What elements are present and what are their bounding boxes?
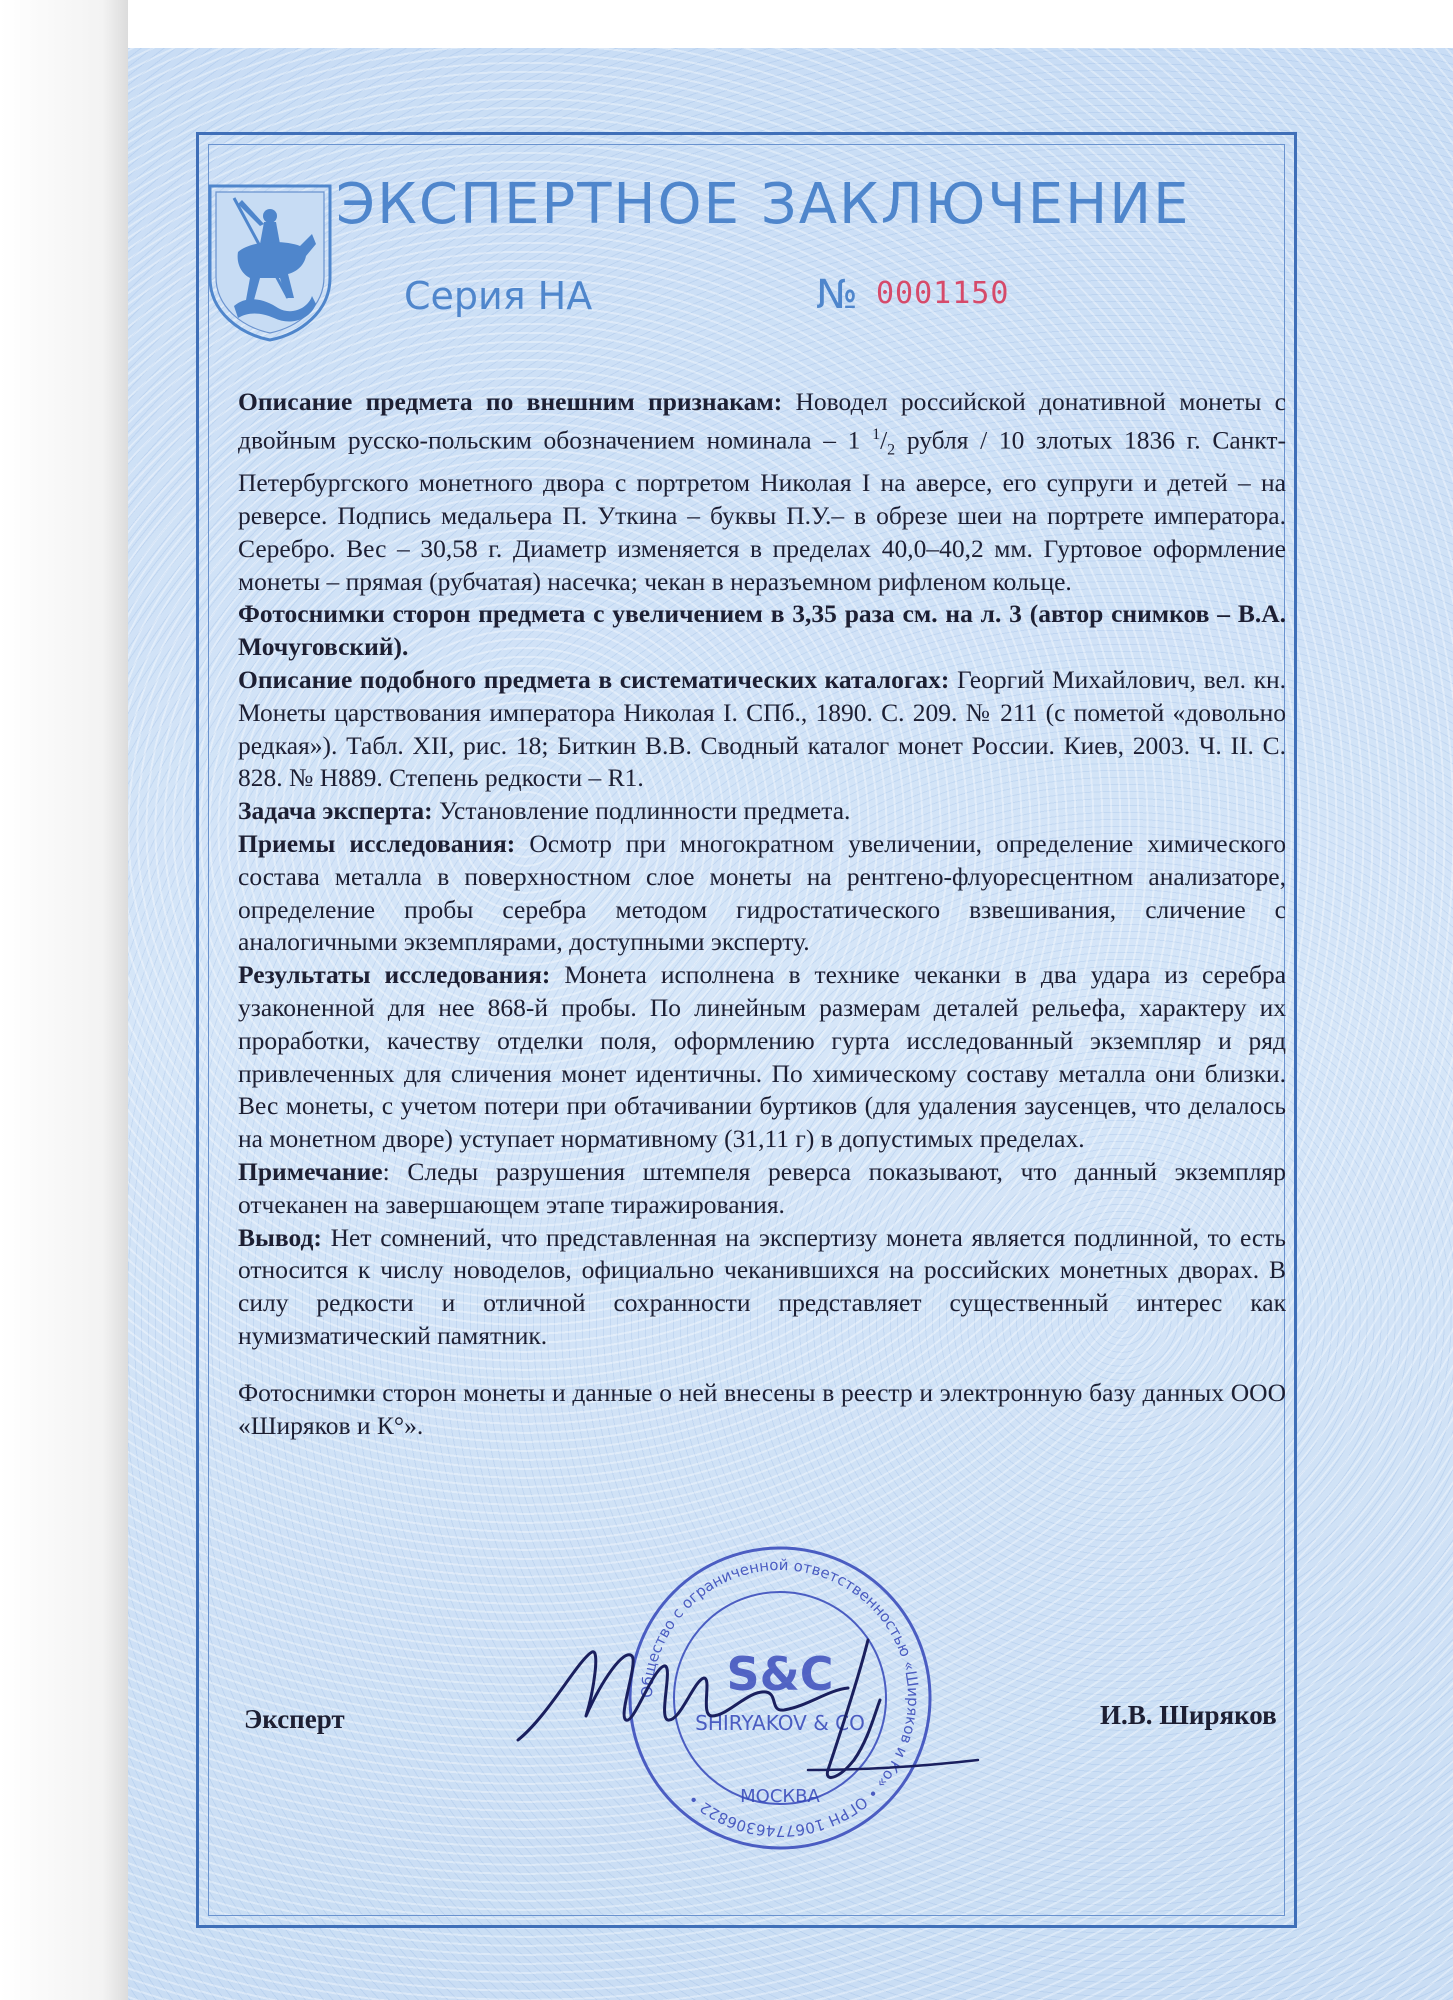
page-binding-edge bbox=[0, 0, 128, 2000]
stamp-center-text: SHIRYAKOV & CO bbox=[695, 1711, 865, 1735]
section-heading: Описание подобного предмета в систематических каталогах: bbox=[238, 664, 950, 694]
section-heading: Фотоснимки сторон предмета с увеличением в 3,35 раза см. на л. 3 (автор снимков – В.А. Мочуговский). bbox=[238, 599, 1286, 662]
section-photos bbox=[238, 598, 1286, 664]
section-results bbox=[238, 959, 1286, 1156]
section-note bbox=[238, 1156, 1286, 1222]
section-heading: Задача эксперта: bbox=[238, 796, 433, 826]
section-methods bbox=[238, 828, 1286, 959]
handwritten-signature bbox=[508, 1620, 1008, 1810]
section-text: : Следы разрушения штемпеля реверса показывают, что данный экземпляр отчеканен на завершающем этапе тиражирования. bbox=[238, 1156, 1286, 1219]
section-heading: Приемы исследования: bbox=[238, 828, 516, 858]
section-description: Описание предмета по внешним признакам: Новодел российской донативной монеты с двойным русско-польским обозначением номинала – 1 $^1/_2$ рубля / 10 злотых 1836 г. Санкт-Петербургского монетного двора с портретом Николая I на аверсе, его супруги и детей – на реверсе. Подпись медальера П. Уткина – буквы П.У.– в обрезе шеи на портрете императора. Серебро. Вес – 30,58 г. Диаметр изменяется в пределах 40,0–40,2 мм. Гуртовое оформление монеты – прямая (рубчатая) насечка; чекан в неразъемном рифленом кольце. bbox=[238, 387, 1286, 596]
stamp-ring-text: Общество с ограниченной ответственностью «Ширяков и Ко» • ОГРН 1067746306822 • bbox=[637, 1555, 923, 1841]
fraction-denominator: 2 bbox=[887, 441, 896, 459]
number-sign: № bbox=[816, 272, 858, 318]
stamp-logo: S&C bbox=[726, 1647, 834, 1701]
section-heading: Описание предмета по внешним признакам: bbox=[238, 387, 783, 416]
section-text: рубля / 10 злотых 1836 г. Санкт-Петербургского монетного двора с портретом Николая I на аверсе, его супруги и детей – на реверсе. Подпись медальера П. Уткина – буквы П.У.– в обрезе шеи на портрете императора. Серебро. Вес – 30,58 г. Диаметр изменяется в пределах 40,0–40,2 мм. Гуртовое оформление монеты – прямая (рубчатая) насечка; чекан в неразъемном рифленом кольце. bbox=[238, 425, 1286, 596]
section-heading: Результаты исследования: bbox=[238, 960, 551, 990]
expert-label: Эксперт bbox=[244, 1704, 345, 1734]
section-text: Георгий Михайлович, вел. кн. Монеты царствования императора Николая I. СПб., 1890. С. 209. № 211 (с пометой «довольно редкая»). Табл. XII, рис. 18; Биткин В.В. Сводный каталог монет России. Киев, 2003. Ч. II. С. 828. № Н889. Степень редкости – R1. bbox=[238, 664, 1286, 793]
expert-name: И.В. Ширяков bbox=[1100, 1700, 1277, 1730]
section-catalogs bbox=[238, 664, 1286, 795]
moscow-coat-of-arms-icon bbox=[204, 182, 336, 342]
fraction-numerator: 1 bbox=[872, 425, 881, 443]
spacer bbox=[238, 1353, 1286, 1377]
section-text: Нет сомнений, что представленная на экспертизу монета является подлинной, то есть относится к числу новоделов, официально чеканившихся на российских монетных дворах. В силу редкости и отличной сохранности представляет существенный интерес как нумизматический памятник. bbox=[238, 1222, 1286, 1350]
section-text: Монета исполнена в технике чеканки в два удара из серебра узаконенной для нее 868-й пробы. По линейным размерам деталей рельефа, характеру их проработки, качеству отделки поля, оформлению гурта исследованный экземпляр и ряд привлеченных для сличения монет идентичны. По химическому составу металла они близки. Вес монеты, с учетом потери при обтачивании буртиков (для удаления заусенцев, что делалось на монетном дворе) уступает нормативному (31,11 г) в допустимых пределах. bbox=[238, 960, 1286, 1154]
section-text: Новодел российской донативной монеты с двойным русско-польским обозначением номинала – 1 bbox=[238, 387, 1286, 455]
section-heading: Вывод: bbox=[238, 1222, 322, 1252]
section-task bbox=[238, 795, 1286, 828]
section-text: Осмотр при многократном увеличении, определение химического состава металла в поверхностном слое монеты на рентгено-флуоресцентном анализаторе, определение пробы серебра методом гидростатического взвешивания, сличение с аналогичными экземплярами, доступными эксперту. bbox=[238, 828, 1286, 957]
certificate-body bbox=[238, 386, 1286, 1442]
registry-note: Фотоснимки сторон монеты и данные о ней внесены в реестр и электронную базу данных ООО «Ширяков и К°». bbox=[238, 1377, 1286, 1440]
section-heading: Примечание bbox=[238, 1156, 383, 1186]
section-text: Установление подлинности предмета. bbox=[432, 796, 851, 826]
series-label: Серия НА bbox=[404, 274, 593, 318]
document-title: ЭКСПЕРТНОЕ ЗАКЛЮЧЕНИЕ bbox=[336, 172, 1191, 237]
certificate-number: 0001150 bbox=[876, 276, 1010, 311]
stamp-city-text: МОСКВА bbox=[740, 1786, 820, 1807]
section-conclusion bbox=[238, 1222, 1286, 1353]
